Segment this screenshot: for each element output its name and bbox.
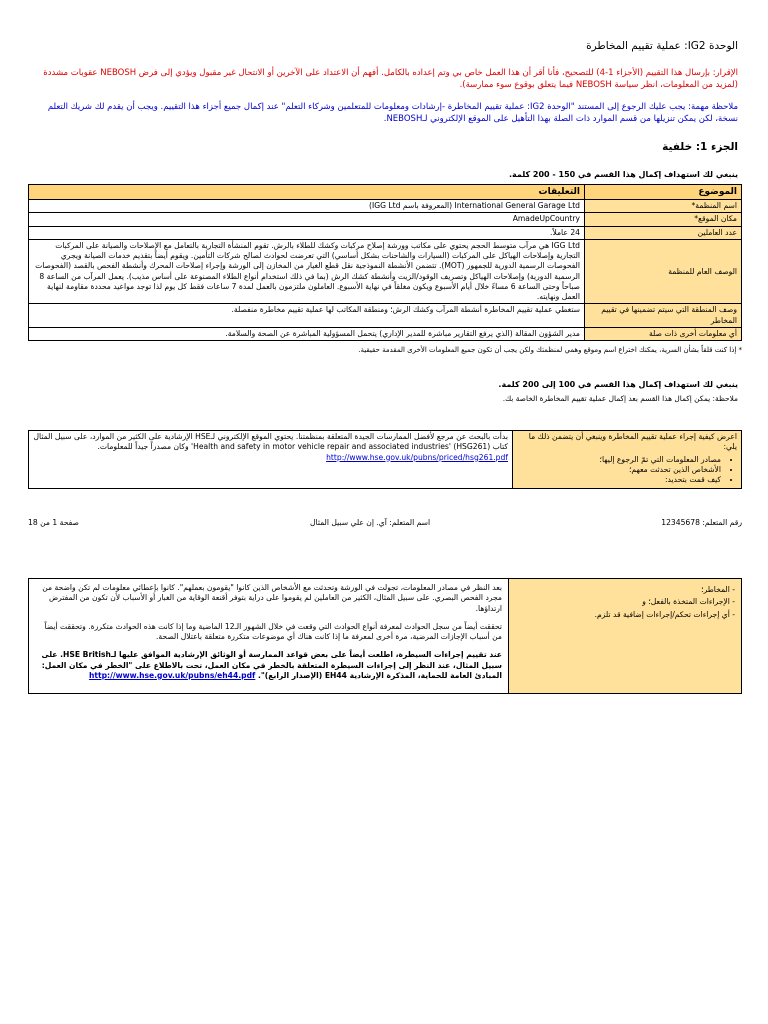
table-row	[29, 239, 742, 304]
row-label: مكان الموقع*	[585, 213, 742, 226]
prompt-intro: اعرض كيفية إجراء عملية تقييم المخاطرة وينبغي أن يتضمن ذلك ما يلي:	[528, 432, 737, 452]
table-row	[29, 327, 742, 340]
prompt-cell	[509, 579, 742, 694]
row-value: AmadeUpCountry	[29, 213, 585, 226]
part1-title: الجزء 1: خلفية	[662, 141, 738, 153]
row-label: عدد العاملين	[585, 226, 742, 239]
part1-instruction: ينبغي لك استهداف إكمال هذا القسم في 150 - 200 كلمة.	[508, 170, 738, 179]
row-value: 24 عاملاً.	[29, 226, 585, 239]
list-item: • مصادر المعلومات التي تمّ الرجوع إليها؛	[517, 455, 721, 465]
background-table	[28, 184, 742, 341]
confidentiality-footnote: * إذا كنت قلقاً بشأن السرية، يمكنك اختراع اسم وموقع وهمي لمنظمتك ولكن يجب أن تكون جميع المعلومات الأخرى المقدمة حقيقية.	[358, 346, 742, 354]
table-row	[29, 304, 742, 328]
row-value: International General Garage Ltd (المعروفة باسم IGG Ltd)	[29, 200, 585, 213]
header-subject: الموضوع	[585, 185, 742, 200]
prompt-list	[517, 455, 721, 486]
row-label: وصف المنطقة التي سيتم تضمينها في تقييم المخاطر	[585, 304, 742, 328]
method-table-continued	[28, 578, 742, 694]
learner-number-group	[661, 518, 742, 527]
row-label: الوصف العام للمنظمة	[585, 239, 742, 304]
row-label: اسم المنظمة*	[585, 200, 742, 213]
important-note: ملاحظة مهمة: يجب عليك الرجوع إلى المستند "الوحدة IG2: عملية تقييم المخاطرة -إرشادات ومعلومات للمتعلمين وشركاء التعلم" عند إكمال جميع أجزاء هذا التقييم. ويجب أن يقدم لك شريك التعلم نسخة، لكن يمكن تنزيلها من قسم الموارد ذات الصلة بهذا التأهيل على الموقع الإلكتروني لـNEBOSH.	[47, 102, 738, 124]
part2-instruction: ينبغي لك استهداف إكمال هذا القسم في 100 إلى 200 كلمة.	[498, 380, 738, 389]
list-item: • كيف قمت بتحديد:	[517, 475, 721, 485]
answer-paragraph: تحققت أيضاً من سجل الحوادث لمعرفة أنواع الحوادث التي وقعت في خلال الشهور الـ12 الماضية وما إذا كانت هذه الحوادث متكررة. وتحققت أيضاً من أسباب الإجازات المرضية، مرة أخرى لمعرفة ما إذا كانت هناك أي موضوعات متكررة متعلقة باعتلال الصحة.	[44, 621, 502, 641]
table-row	[29, 226, 742, 239]
row-value: ستغطي عملية تقييم المخاطرة أنشطة المرآب وكشك الرش؛ ومنطقة المكاتب لها عملية تقييم مخاطرة منفصلة.	[29, 304, 585, 328]
table-row	[29, 579, 742, 694]
table-row	[29, 213, 742, 226]
header-comments: التعليقات	[29, 185, 585, 200]
row-label: أي معلومات أخرى ذات صلة	[585, 327, 742, 340]
list-item: - أي إجراءات تحكم/إجراءات إضافية قد تلزم.	[594, 609, 735, 619]
answer-text: بدأت بالبحث عن مرجع لأفضل الممارسات الجيدة المتعلقة بمنظمتنا. يحتوي الموقع الإلكتروني لـHSE الإرشادية على الكثير من الموارد، على سبيل المثال كتاب (HSG261) 'Health and safety in motor vehicle repair and associated industries' وكان مصدراً جيداً للمعلومات.	[33, 432, 508, 452]
row-value: IGG Ltd هي مرآب متوسط الحجم يحتوي على مكاتب وورشة إصلاح مركبات وكشك للطلاء بالرش. تقوم المنشأة التجارية بالتعامل مع الإصلاحات والصيانة على المركبات التجارية وإصلاحات الهياكل على المركبات (السيارات والشاحنات بشكل أساسي) التي تعرضت لحوادث لصالح شركات التأمين. ويقوم أيضاً بتقديم خدمات الصيانة ويجري الفحوصات الرسمية الدورية للجمهور (MOT). تتضمن الأنشطة النموذجية نقل قطع الغيار من المخازن إلى الورشة وإجراء إصلاحات المحرك وأنشطة الفحص بالقصد (الفحوصات الرسمية الدورية) وإصلاحات الهياكل وتصريف الوقود/الزيت وأنشطة كشك الرش (بما في ذلك استخدام أنواع الطلاء المصنوعة على أساس مذيب). يعمل المرآب من الساعة 8 صباحاً وحتى الساعة 6 مساءً خلال أيام الأسبوع ويكون مغلقاً في نهاية الأسبوع. العاملون ملتزمون بالعمل لمدة 7 ساعات فقط كل يوم لذا توجد مواعيد محددة مقاومة لنهاية العمل ونهايته.	[29, 239, 585, 304]
answer-paragraph: عند تقييم إجراءات السيطرة، اطلعت أيضاً على بعض قواعد الممارسة أو الوثائق الإرشادية الموافق عليها لـHSE British. على سبيل المثال، عند النظر إلى إجراءات السيطرة المتعلقة بالخطر في مكان العمل، تحت بالاطلاع على "الخطر في مكان العمل: المبادئ العامة للحماية، المذكرة الإرشادية EH44 (الإصدار الرابع)". http://www.hse.gov.uk/pubns/eh44.pdf	[41, 650, 502, 680]
list-item: - الإجراءات المتخذة بالفعل؛ و	[642, 597, 735, 607]
learner-name-group	[310, 518, 430, 527]
learner-number: 12345678	[661, 518, 700, 527]
hsg261-link[interactable]: http://www.hse.gov.uk/pubns/priced/hsg261.pdf	[326, 452, 508, 462]
method-table	[28, 430, 742, 489]
table-row	[29, 200, 742, 213]
list-item: • الأشخاص الذين تحدثت معهم؛	[517, 465, 721, 475]
list-item: - المخاطر؛	[701, 585, 735, 594]
learner-name: آي. إن علي سبيل المثال	[310, 518, 387, 527]
page-number: صفحة 1 من 18	[28, 518, 79, 527]
declaration-warning: الإقرار: بإرسال هذا التقييم (الأجزاء 1-4) للتصحيح، فأنا أقر أن هذا العمل خاص بي وتم إعداده بالكامل. أفهم أن الاعتداد على الآخرين أو الانتحال غير مقبول ويؤدي إلى فرض NEBOSH عقوبات مشددة (لمزيد من المعلومات، انظر سياسة NEBOSH فيما يتعلق بوقوع سوء ممارسة).	[43, 68, 738, 90]
part2-note: ملاحظة: يمكن إكمال هذا القسم بعد إكمال عملية تقييم المخاطرة الخاصة بك.	[502, 394, 738, 403]
prompt-cell	[513, 431, 742, 489]
learner-name-label: اسم المتعلم:	[389, 518, 431, 527]
answer-cell	[29, 431, 513, 489]
table-row	[29, 431, 742, 489]
unit-title: الوحدة IG2: عملية تقييم المخاطرة	[586, 40, 738, 52]
eh44-link[interactable]: http://www.hse.gov.uk/pubns/eh44.pdf	[88, 670, 256, 680]
page-footer	[28, 518, 742, 527]
answer-cell	[29, 579, 509, 694]
learner-number-label: رقم المتعلم:	[702, 518, 742, 527]
row-value: مدير الشؤون المقالة (الذي يرفع التقارير مباشرة للمدير الإداري) يتحمل المسؤولية المباشرة عن الصحة والسلامة.	[29, 327, 585, 340]
answer-paragraph: بعد النظر في مصادر المعلومات، تجولت في الورشة وتحدثت مع الأشخاص الذين كانوا "يقومون بعملهم". كانوا بإعطائي معلومات لم تكن واضحة من مجرد الفحص البصري. على سبيل المثال، الكثير من العاملين لم يقوموا على دراية بتوفر أقنعة الوقاية من الغبار أو الأسباب لأن تكون من المفترض ارتداؤها.	[42, 583, 502, 613]
